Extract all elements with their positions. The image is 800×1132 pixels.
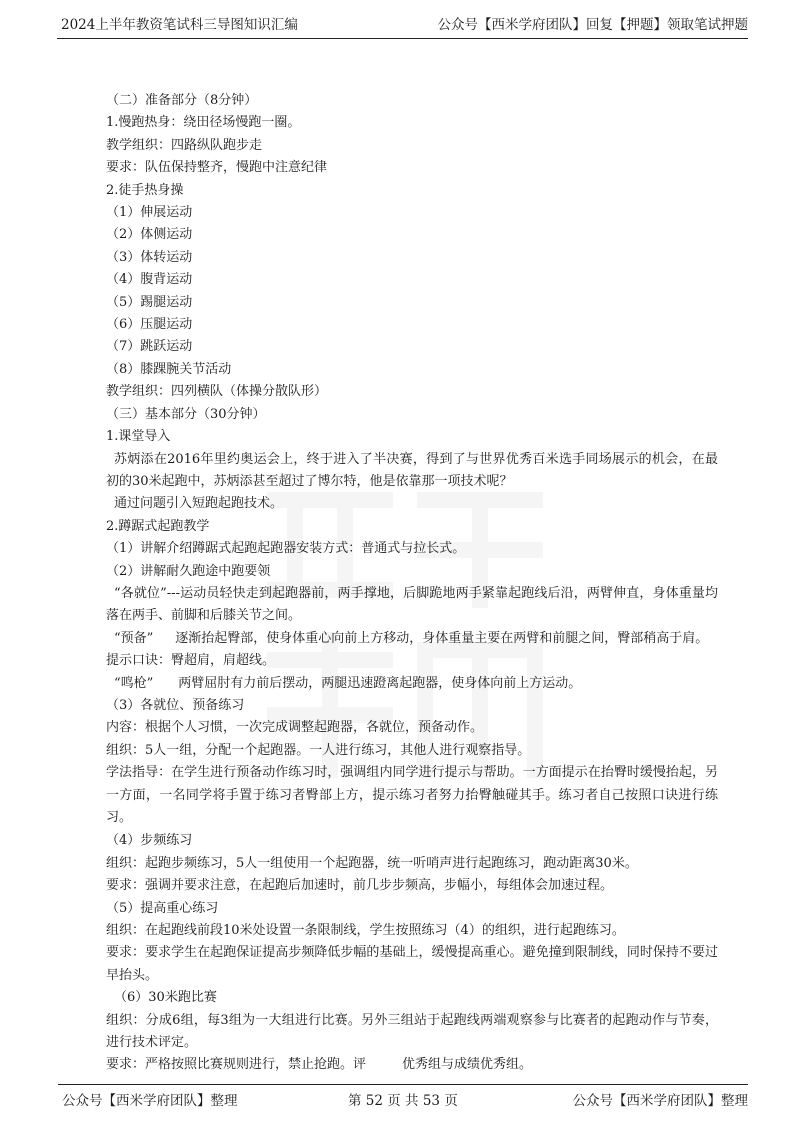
command-label: “预备” [114,630,154,646]
paragraph: 苏炳添在2016年里约奥运会上，终于进入了半决赛，得到了与世界优秀百米选手同场展示的机会，在最初的30米起跑中，苏炳添甚至超过了博尔特，他是依靠那一项技术呢？ [106,451,718,489]
item-heading: （4）步频练习 [106,833,193,849]
document-body [106,90,718,1077]
paragraph: （2）讲解耐久跑途中跑要领 [106,563,271,579]
item-heading: 2.蹲踞式起跑教学 [106,518,210,534]
paragraph: 要求：强调并要求注意，在起跑后加速时，前几步步频高，步幅小，每组体会加速过程。 [106,878,614,894]
item-heading: 1.课堂导入 [106,429,171,445]
exercise-item: （1）伸展运动 [106,205,193,221]
exercise-item: （2）体侧运动 [106,227,193,243]
exercise-item: （7）跳跃运动 [106,339,193,355]
paragraph: 要求：队伍保持整齐，慢跑中注意纪律 [106,160,328,176]
paragraph: 学法指导：在学生进行预备动作练习时，强调组内同学进行提示与帮助。一方面提示在抬臀时缓慢抬起，另一方面，一名同学将手置于练习者臀部上方，提示练习者努力抬臀触碰其手。练习者自己按照口诀进行练习。 [106,765,718,825]
text-fragment: 优秀组与成绩优秀组。 [402,1057,533,1073]
item-heading: （6）30米跑比赛 [114,990,217,1006]
paragraph: 提示口诀：臀超肩，肩超线。 [106,653,276,669]
page-header [57,12,748,39]
paragraph: 教学组织：四列横队（体操分散队形） [106,384,328,400]
exercise-item: （6）压腿运动 [106,317,193,333]
paragraph: 教学组织：四路纵队跑步走 [106,137,263,153]
paragraph: 组织：在起跑线前段10米处设置一条限制线，学生按照练习（4）的组织，进行起跑练习。 [106,923,625,939]
exercise-item: （5）踢腿运动 [106,294,193,310]
exercise-item: （4）腹背运动 [106,272,193,288]
paragraph: （1）讲解介绍蹲踞式起跑起跑器安装方式：普通式与拉长式。 [106,541,466,557]
paragraph [106,673,718,695]
paragraph: 通过问题引入短跑起跑技术。 [114,496,284,512]
paragraph: 要求：要求学生在起跑保证提高步频降低步幅的基础上，缓慢提高重心。避免撞到限制线，同时保持不要过早抬头。 [106,945,718,983]
exercise-item: （8）膝踝腕关节活动 [106,361,232,377]
page-number: 第 52 页 共 53 页 [348,1093,458,1109]
text-fragment: 要求：严格按照比赛规则进行，禁止抢跑。评 [106,1057,367,1073]
paragraph: 内容：根据个人习惯，一次完成调整起跑器，各就位，预备动作。 [106,720,484,736]
paragraph: 组织：起跑步频练习，5人一组使用一个起跑器，统一听哨声进行起跑练习，跑动距离30米。 [106,855,638,871]
command-text: 两臂屈肘有力前后摆动，两腿迅速蹬离起跑器，使身体向前上方运动。 [178,675,582,691]
footer-credit-left: 公众号【西米学府团队】整理 [62,1093,238,1109]
paragraph: 组织：分成6组，每3组为一大组进行比赛。另外三组站于起跑线两端观察参与比赛者的起跑动作与节奏，进行技术评定。 [106,1012,718,1051]
header-title: 2024上半年教资笔试科三导图知识汇编 [61,17,298,33]
paragraph [106,628,718,650]
paragraph: “各就位”---运动员轻快走到起跑器前，两手撑地，后脚跪地两手紧靠起跑线后沿，两臂伸直，身体重量均落在两手、前脚和后膝关节之间。 [106,585,718,624]
exercise-item: （3）体转运动 [106,249,193,265]
footer-credit-right: 公众号【西米学府团队】整理 [572,1093,748,1109]
item-heading: （3）各就位、预备练习 [106,697,245,713]
paragraph: 组织：5人一组，分配一个起跑器。一人进行练习，其他人进行观察指导。 [106,742,531,758]
header-promo: 公众号【西米学府团队】回复【押题】领取笔试押题 [437,17,748,33]
item-heading: 1.慢跑热身：绕田径场慢跑一圈。 [106,115,301,131]
command-text: 逐渐抬起臀部，使身体重心向前上方移动，身体重量主要在两臂和前腿之间，臀部稍高于肩。 [175,630,709,646]
section-title: （三）基本部分（30分钟） [106,406,266,422]
paragraph [106,1054,718,1076]
item-heading: 2.徒手热身操 [106,182,184,198]
section-title: （二）准备部分（8分钟） [106,93,258,108]
command-label: “鸣枪” [114,675,154,691]
item-heading: （5）提高重心练习 [106,900,219,916]
page-footer [58,1084,748,1109]
